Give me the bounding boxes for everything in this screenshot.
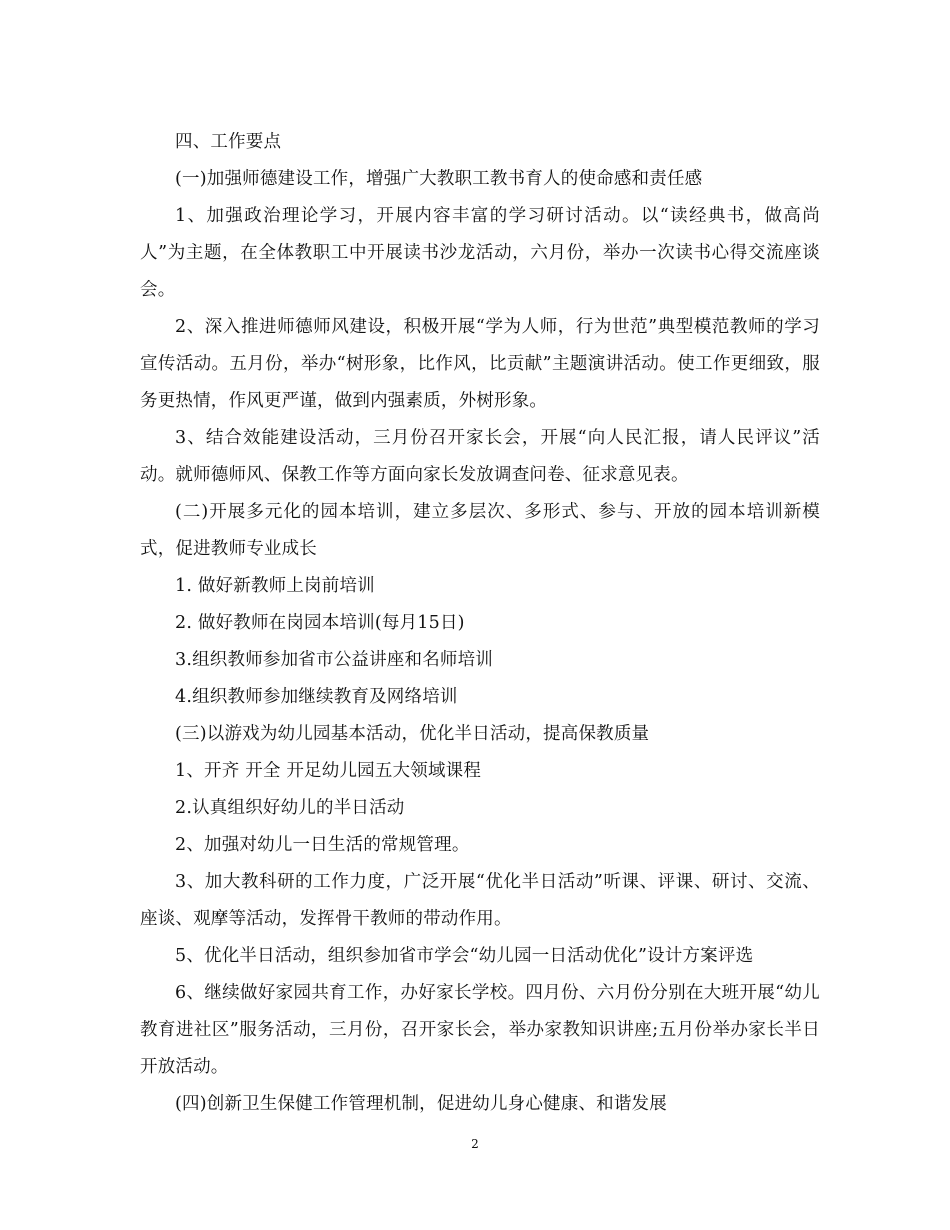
document-body [140, 124, 820, 1123]
list-item: 2. 做好教师在岗园本培训(每月15日) [175, 613, 465, 633]
list-item: 5、优化半日活动，组织参加省市学会“幼儿园一日活动优化”设计方案评选 [175, 946, 754, 966]
paragraph: 3、结合效能建设活动，三月份召开家长会，开展“向人民汇报，请人民评议”活动。就师德师风、保教工作等方面向家长发放调查问卷、征求意见表。 [140, 428, 820, 485]
list-item: 3.组织教师参加省市公益讲座和名师培训 [175, 650, 493, 670]
subsection-heading-1: (一)加强师德建设工作，增强广大教职工教书育人的使命感和责任感 [175, 169, 703, 189]
list-item: 4.组织教师参加继续教育及网络培训 [175, 687, 458, 707]
paragraph: 1、加强政治理论学习，开展内容丰富的学习研讨活动。以“读经典书，做高尚人”为主题，在全体教职工中开展读书沙龙活动，六月份，举办一次读书心得交流座谈会。 [140, 206, 820, 300]
subsection-heading-2: (二)开展多元化的园本培训，建立多层次、多形式、参与、开放的园本培训新模式，促进教师专业成长 [140, 502, 820, 559]
list-item: 2.认真组织好幼儿的半日活动 [175, 798, 405, 818]
list-item: 1. 做好新教师上岗前培训 [175, 576, 375, 596]
page-number: 2 [471, 1137, 479, 1151]
paragraph: 6、继续做好家园共育工作，办好家长学校。四月份、六月份分别在大班开展“幼儿教育进社区”服务活动，三月份，召开家长会，举办家教知识讲座;五月份举办家长半日开放活动。 [140, 983, 820, 1077]
subsection-heading-4: (四)创新卫生保健工作管理机制，促进幼儿身心健康、和谐发展 [175, 1094, 667, 1114]
list-item: 2、加强对幼儿一日生活的常规管理。 [175, 835, 470, 855]
list-item: 1、开齐 开全 开足幼儿园五大领域课程 [175, 761, 482, 781]
paragraph: 2、深入推进师德师风建设，积极开展“学为人师，行为世范”典型模范教师的学习宣传活动。五月份，举办“树形象，比作风，比贡献”主题演讲活动。使工作更细致，服务更热情，作风更严谨，做到内强素质，外树形象。 [140, 317, 820, 411]
section-heading-work-points: 四、工作要点 [175, 132, 282, 152]
subsection-heading-3: (三)以游戏为幼儿园基本活动，优化半日活动，提高保教质量 [175, 724, 650, 744]
paragraph: 3、加大教科研的工作力度，广泛开展“优化半日活动”听课、评课、研讨、交流、座谈、观摩等活动，发挥骨干教师的带动作用。 [140, 872, 820, 929]
